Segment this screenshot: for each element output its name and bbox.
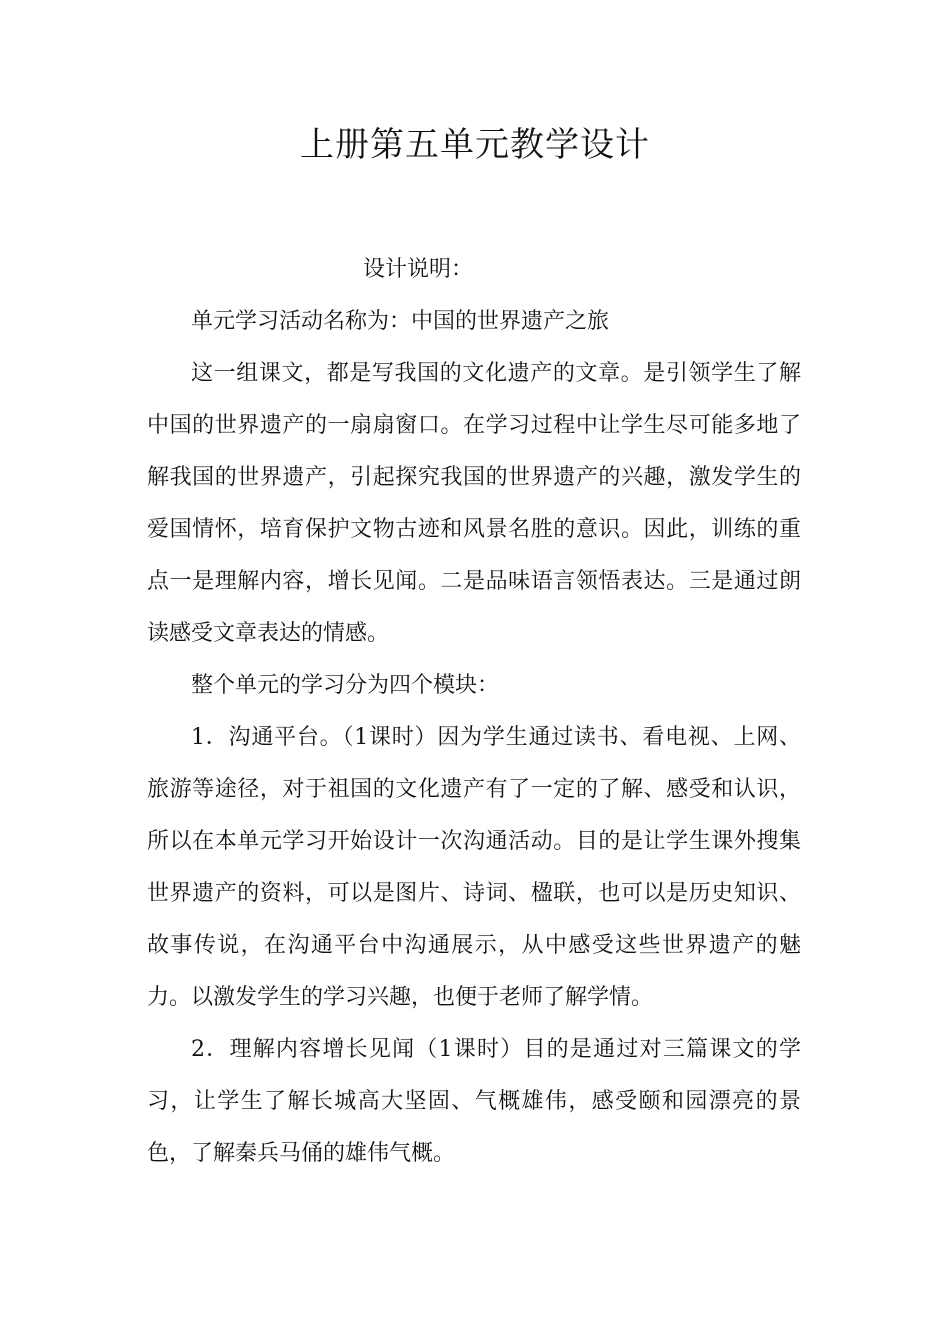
document-body: [147, 296, 801, 1180]
paragraph-activity-name: 单元学习活动名称为：中国的世界遗产之旅: [191, 309, 610, 334]
paragraph-modules-intro: 整个单元的学习分为四个模块：: [191, 673, 500, 698]
document-title: 上册第五单元教学设计: [300, 125, 650, 165]
paragraph-module-1: 1．沟通平台。（1课时）因为学生通过读书、看电视、上网、旅游等途径，对于祖国的文化遗产有了一定的了解、感受和认识，所以在本单元学习开始设计一次沟通活动。目的是让学生课外搜集世界遗产的资料，可以是图片、诗词、楹联，也可以是历史知识、故事传说，在沟通平台中沟通展示，从中感受这些世界遗产的魅力。以激发学生的学习兴趣，也便于老师了解学情。: [147, 725, 801, 1010]
paragraph-module-2: 2．理解内容增长见闻（1课时）目的是通过对三篇课文的学习，让学生了解长城高大坚固、气概雄伟，感受颐和园漂亮的景色，了解秦兵马俑的雄伟气概。: [147, 1037, 801, 1166]
paragraph-overview: 这一组课文，都是写我国的文化遗产的文章。是引领学生了解中国的世界遗产的一扇扇窗口。在学习过程中让学生尽可能多地了解我国的世界遗产，引起探究我国的世界遗产的兴趣，激发学生的爱国情怀，培育保护文物古迹和风景名胜的意识。因此，训练的重点一是理解内容，增长见闻。二是品味语言领悟表达。三是通过朗读感受文章表达的情感。: [147, 361, 801, 646]
section-heading: 设计说明：: [363, 257, 474, 282]
